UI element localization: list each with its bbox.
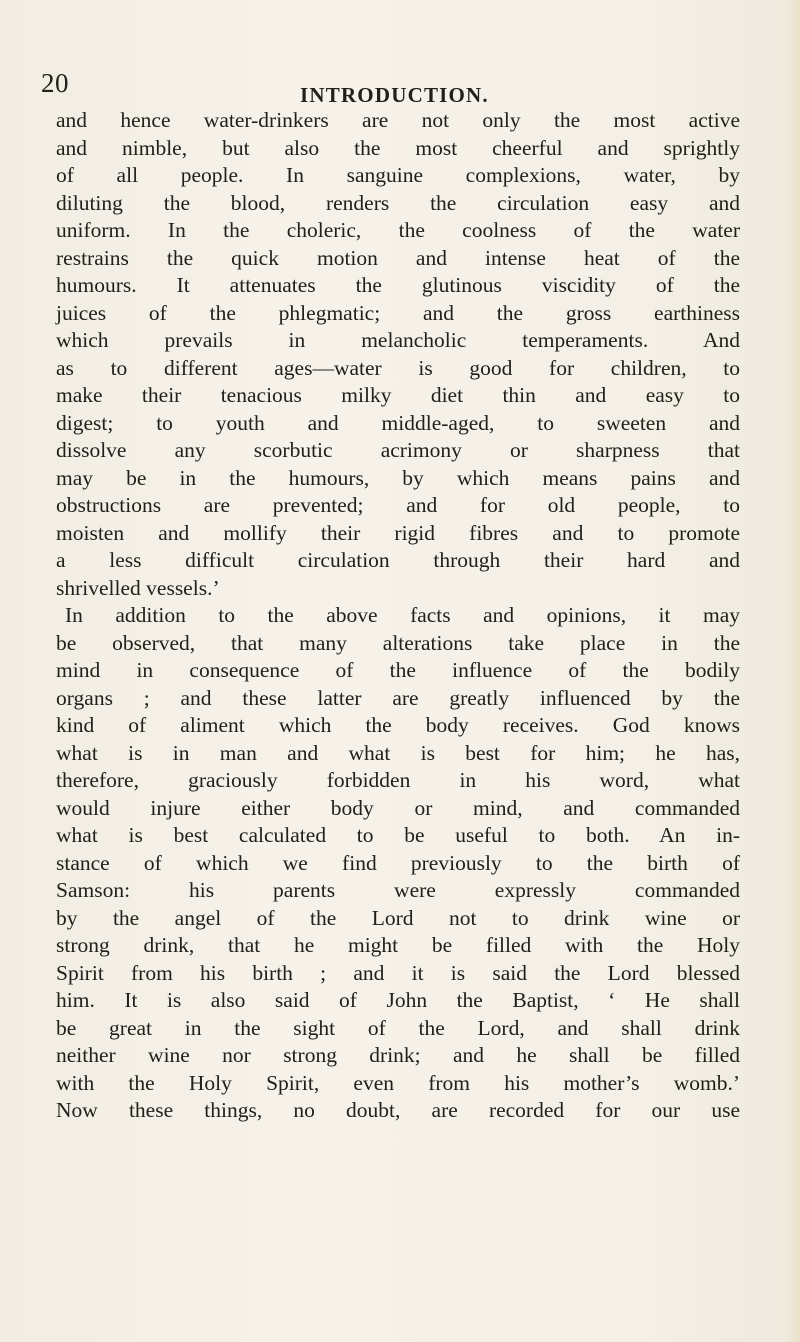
text-line: him. It is also said of John the Baptist, ‘ He shall — [56, 988, 740, 1012]
text-line: may be in the humours, by which means pains and — [56, 465, 740, 490]
page-edge-shading — [786, 0, 800, 1342]
text-line: strong drink, that he might be filled with the Holy — [56, 933, 740, 957]
paragraph-end-line: shrivelled vessels.’ — [56, 575, 220, 600]
text-line: and nimble, but also the most cheerful and sprightly — [56, 135, 740, 160]
text-line: obstructions are prevented; and for old people, to — [56, 493, 740, 517]
page-header — [0, 68, 800, 108]
running-head: INTRODUCTION. — [300, 83, 489, 107]
text-line: by the angel of the Lord not to drink wine or — [56, 905, 740, 930]
text-line: what is best calculated to be useful to both. An in- — [56, 823, 740, 847]
text-line: Spirit from his birth ; and it is said the Lord blessed — [56, 960, 740, 985]
text-line: be great in the sight of the Lord, and shall drink — [56, 1015, 740, 1040]
text-line: would injure either body or mind, and commanded — [56, 795, 740, 820]
page-number: 20 — [41, 68, 69, 98]
text-line: which prevails in melancholic temperaments. And — [56, 328, 740, 352]
text-line: and hence water-drinkers are not only the most active — [56, 108, 740, 132]
text-line: Samson: his parents were expressly commanded — [56, 878, 740, 902]
text-line: stance of which we find previously to the birth of — [56, 850, 740, 875]
text-line: make their tenacious milky diet thin and easy to — [56, 383, 740, 407]
text-line: be observed, that many alterations take place in the — [56, 630, 740, 655]
text-line: humours. It attenuates the glutinous viscidity of the — [56, 273, 740, 297]
text-line: digest; to youth and middle-aged, to sweeten and — [56, 410, 740, 435]
text-line: dissolve any scorbutic acrimony or sharpness that — [56, 438, 740, 462]
paragraph-start-line: In addition to the above facts and opinions, it may — [65, 603, 740, 627]
text-line: mind in consequence of the influence of the bodily — [56, 658, 740, 682]
text-line: therefore, graciously forbidden in his word, what — [56, 768, 740, 792]
text-line: Now these things, no doubt, are recorded for our use — [56, 1098, 740, 1122]
text-line: diluting the blood, renders the circulation easy and — [56, 190, 740, 215]
text-line: with the Holy Spirit, even from his mother’s womb.’ — [56, 1070, 740, 1095]
text-line: as to different ages—water is good for children, to — [56, 355, 740, 380]
text-line: kind of aliment which the body receives. God knows — [56, 713, 740, 737]
text-line: organs ; and these latter are greatly influenced by the — [56, 685, 740, 710]
text-line: juices of the phlegmatic; and the gross earthiness — [56, 300, 740, 325]
text-line: moisten and mollify their rigid fibres and to promote — [56, 520, 740, 545]
text-line: uniform. In the choleric, the coolness of the water — [56, 218, 740, 242]
text-line: neither wine nor strong drink; and he shall be filled — [56, 1043, 740, 1067]
text-line: a less difficult circulation through their hard and — [56, 548, 740, 572]
text-line: what is in man and what is best for him; he has, — [56, 740, 740, 765]
text-line: of all people. In sanguine complexions, water, by — [56, 163, 740, 187]
body-text — [56, 107, 740, 1125]
text-line: restrains the quick motion and intense heat of the — [56, 245, 740, 270]
